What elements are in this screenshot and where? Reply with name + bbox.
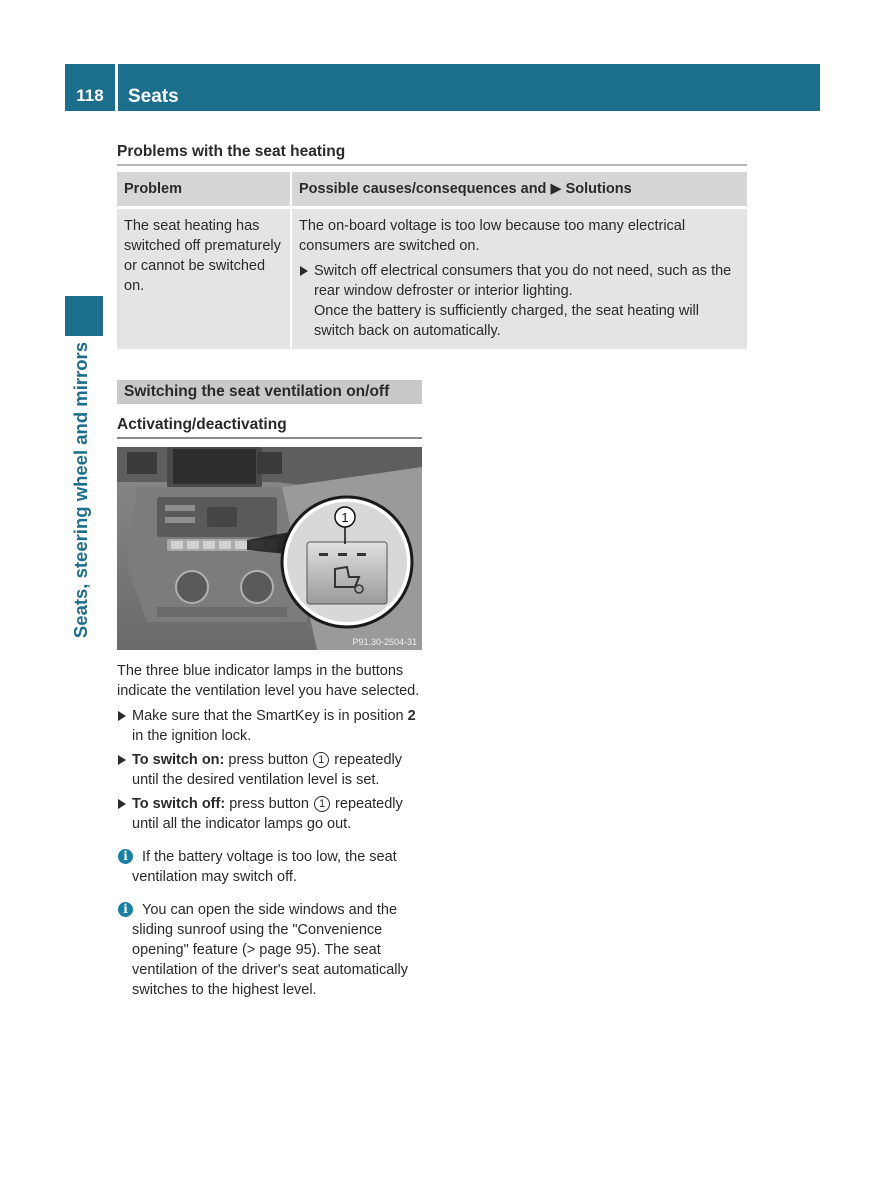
step-switch-off — [117, 794, 427, 834]
solution-text: Switch off electrical consumers that you do not need, such as the rear window defroster or interior lighting. — [314, 263, 732, 299]
info-icon: i — [118, 902, 133, 917]
ventilation-body — [117, 661, 427, 1000]
page-number: 118 — [65, 64, 115, 111]
column-header-problem: Problem — [117, 172, 291, 208]
info-text: If the battery voltage is too low, the seat ventilation may switch off. — [132, 849, 397, 885]
step-text: in the ignition lock. — [132, 728, 252, 744]
table-header-row — [117, 172, 747, 208]
step-text: press button — [224, 752, 313, 768]
info-icon: i — [118, 849, 133, 864]
step-bold: To switch off: — [132, 796, 226, 812]
step-text: press button — [225, 796, 314, 812]
info-note-battery — [117, 847, 427, 887]
action-arrow-icon — [300, 266, 308, 276]
info-text: You can open the side windows and the sliding sunroof using the "Convenience opening" feature (> page 95). The seat ventilation of the driver's seat automatically switches to the highest level. — [132, 902, 408, 998]
step-text: repeatedly until all the indicator lamps go out. — [132, 796, 403, 832]
section-title-ventilation: Switching the seat ventilation on/off — [117, 380, 422, 404]
step-text: Make sure that the SmartKey is in position — [132, 708, 408, 724]
step-bold: To switch on: — [132, 752, 225, 768]
intro-paragraph: The three blue indicator lamps in the buttons indicate the ventilation level you have selected. — [117, 663, 420, 699]
column-header-causes: Possible causes/consequences and ▶ Solutions — [291, 172, 747, 208]
side-tab-label: Seats, steering wheel and mirrors — [70, 341, 91, 639]
button-number-icon: 1 — [313, 752, 329, 768]
chapter-title: Seats — [118, 64, 820, 111]
figure-callout-1: 1 — [341, 510, 349, 525]
cause-text: The on-board voltage is too low because too many electrical consumers are switched on. — [299, 218, 686, 254]
info-note-convenience — [117, 900, 427, 1000]
table-row — [117, 208, 747, 350]
problem-cell: The seat heating has switched off prematurely or cannot be switched on. — [117, 208, 291, 350]
solution-followup: Once the battery is sufficiently charged, the seat heating will switch back on automatically. — [314, 303, 700, 339]
action-arrow-icon — [118, 799, 126, 809]
section-title-problems: Problems with the seat heating — [117, 143, 747, 166]
causes-cell — [291, 208, 747, 350]
subsection-title: Activating/deactivating — [117, 416, 422, 439]
action-arrow-icon — [118, 755, 126, 765]
step-text: repeatedly until the desired ventilation level is set. — [132, 752, 402, 788]
step-smartkey — [117, 706, 427, 746]
button-number-icon: 1 — [314, 796, 330, 812]
step-bold: 2 — [407, 708, 416, 724]
solution-step — [299, 261, 740, 341]
action-arrow-icon — [118, 711, 126, 721]
figure-code: P91.30-2504-31 — [352, 637, 417, 647]
step-switch-on — [117, 750, 427, 790]
problems-table — [117, 172, 747, 349]
dashboard-figure — [117, 447, 422, 650]
